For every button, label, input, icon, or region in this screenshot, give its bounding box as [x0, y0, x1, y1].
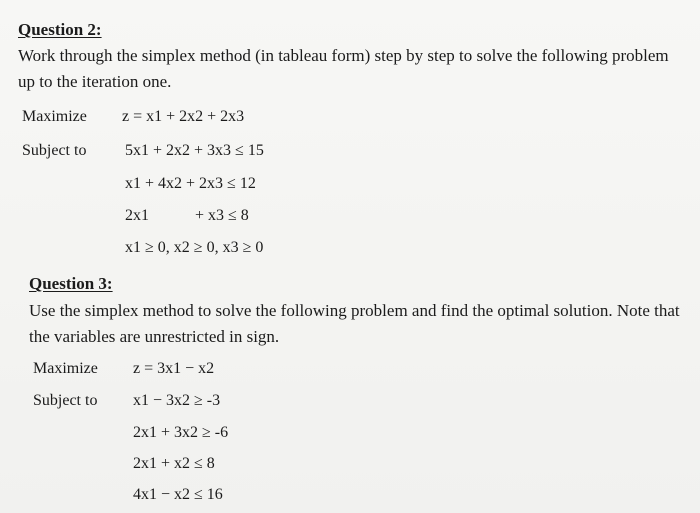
- question-2-heading: Question 2:: [18, 20, 102, 39]
- question-3-constraint-4: 4x1 − x2 ≤ 16: [133, 486, 223, 503]
- question-2-subject-to-label: Subject to: [22, 142, 87, 159]
- question-3-maximize-label: Maximize: [33, 360, 98, 377]
- question-2-constraint-1: 5x1 + 2x2 + 3x3 ≤ 15: [125, 142, 264, 159]
- question-2-constraint-3-rhs: + x3 ≤ 8: [195, 207, 249, 224]
- question-3-intro-line-1: Use the simplex method to solve the following problem and find the optimal solution. Note that: [29, 301, 680, 320]
- question-3-constraint-2: 2x1 + 3x2 ≥ -6: [133, 424, 229, 441]
- question-2-maximize-label: Maximize: [22, 108, 87, 125]
- question-2-constraint-3-lhs: 2x1: [125, 207, 149, 224]
- question-3-intro-line-2: the variables are unrestricted in sign.: [29, 327, 280, 346]
- question-2-intro-line-1: Work through the simplex method (in tableau form) step by step to solve the following problem: [18, 46, 669, 65]
- question-2-objective: z = x1 + 2x2 + 2x3: [122, 108, 245, 125]
- question-3-constraint-3: 2x1 + x2 ≤ 8: [133, 455, 215, 472]
- question-3-subject-to-label: Subject to: [33, 392, 98, 409]
- question-3-objective: z = 3x1 − x2: [133, 360, 215, 377]
- question-2-nonnegativity: x1 ≥ 0, x2 ≥ 0, x3 ≥ 0: [125, 239, 264, 256]
- question-2-intro-line-2: up to the iteration one.: [18, 72, 172, 91]
- question-3-constraint-1: x1 − 3x2 ≥ -3: [133, 392, 221, 409]
- question-3-heading: Question 3:: [29, 274, 113, 293]
- question-2-constraint-2: x1 + 4x2 + 2x3 ≤ 12: [125, 175, 256, 192]
